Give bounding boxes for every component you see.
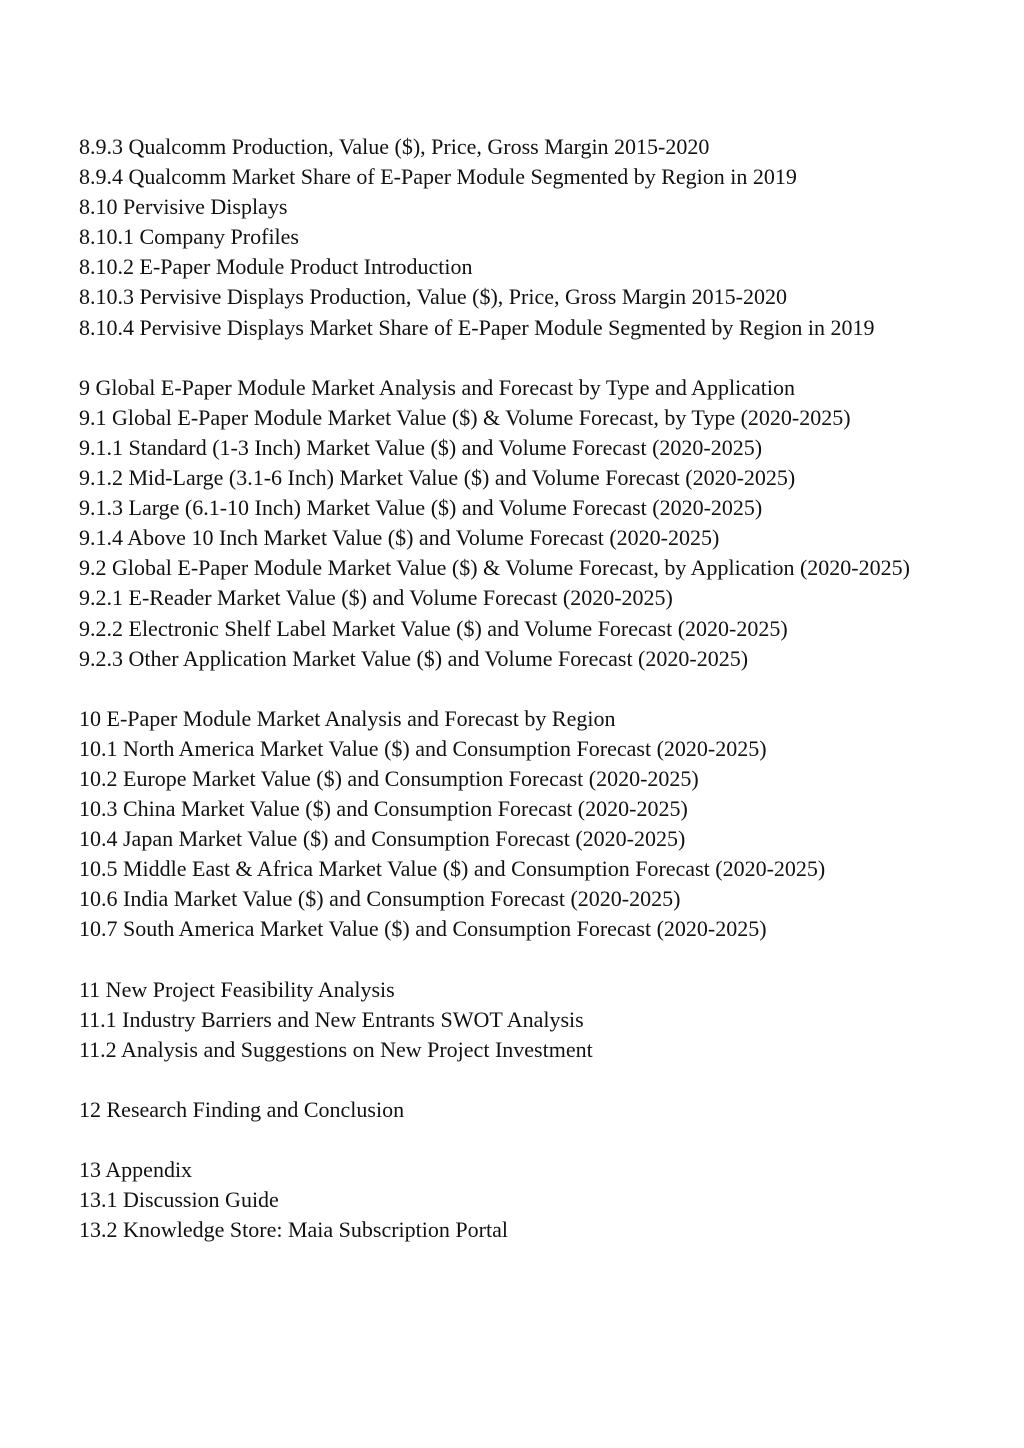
toc-entry: 8.9.3 Qualcomm Production, Value ($), Price, Gross Margin 2015-2020 [79, 134, 710, 159]
toc-entry: 10.2 Europe Market Value ($) and Consumption Forecast (2020-2025) [79, 765, 699, 791]
toc-entry: 9.1 Global E-Paper Module Market Value ($) & Volume Forecast, by Type (2020-2025) [79, 404, 851, 430]
toc-entry: 8.10.3 Pervisive Displays Production, Value ($), Price, Gross Margin 2015-2020 [79, 284, 788, 310]
toc-chapter-heading: 10 E-Paper Module Market Analysis and Forecast by Region [79, 705, 616, 731]
toc-entry: 8.10.1 Company Profiles [79, 224, 299, 250]
toc-entry: 10.3 China Market Value ($) and Consumption Forecast (2020-2025) [79, 796, 688, 822]
toc-entry: 9.2 Global E-Paper Module Market Value ($) & Volume Forecast, by Application (2020-2025) [79, 555, 910, 581]
toc-chapter-heading: 11 New Project Feasibility Analysis [79, 976, 395, 1002]
toc-entry: 10.6 India Market Value ($) and Consumption Forecast (2020-2025) [79, 886, 681, 912]
toc-section-9 [79, 373, 959, 674]
toc-entry: 10.5 Middle East & Africa Market Value ($) and Consumption Forecast (2020-2025) [79, 856, 826, 882]
toc-entry: 13.1 Discussion Guide [79, 1187, 279, 1213]
toc-entry: 10.7 South America Market Value ($) and Consumption Forecast (2020-2025) [79, 916, 767, 942]
toc-entry: 10.1 North America Market Value ($) and Consumption Forecast (2020-2025) [79, 735, 767, 761]
toc-section-12 [79, 1095, 959, 1125]
toc-section-8-continued [79, 132, 959, 343]
toc-section-10 [79, 704, 959, 945]
toc-entry: 8.10.2 E-Paper Module Product Introduction [79, 254, 473, 280]
toc-entry: 11.2 Analysis and Suggestions on New Project Investment [79, 1036, 593, 1062]
toc-entry: 8.9.4 Qualcomm Market Share of E-Paper Module Segmented by Region in 2019 [79, 164, 797, 190]
document-page [79, 132, 959, 1276]
toc-entry: 8.10 Pervisive Displays [79, 194, 288, 220]
toc-section-11 [79, 975, 959, 1065]
toc-entry: 9.1.4 Above 10 Inch Market Value ($) and Volume Forecast (2020-2025) [79, 525, 720, 551]
toc-chapter-heading: 9 Global E-Paper Module Market Analysis and Forecast by Type and Application [79, 374, 795, 400]
toc-chapter-heading: 13 Appendix [79, 1157, 193, 1183]
toc-entry: 10.4 Japan Market Value ($) and Consumption Forecast (2020-2025) [79, 826, 686, 852]
toc-entry: 9.2.2 Electronic Shelf Label Market Value ($) and Volume Forecast (2020-2025) [79, 615, 788, 641]
toc-chapter-heading: 12 Research Finding and Conclusion [79, 1097, 405, 1122]
toc-entry: 9.2.3 Other Application Market Value ($) and Volume Forecast (2020-2025) [79, 645, 749, 671]
toc-entry: 9.2.1 E-Reader Market Value ($) and Volume Forecast (2020-2025) [79, 585, 673, 611]
toc-section-13 [79, 1155, 959, 1245]
toc-entry: 9.1.1 Standard (1-3 Inch) Market Value ($) and Volume Forecast (2020-2025) [79, 434, 763, 460]
toc-entry: 9.1.2 Mid-Large (3.1-6 Inch) Market Value ($) and Volume Forecast (2020-2025) [79, 465, 796, 491]
toc-entry: 8.10.4 Pervisive Displays Market Share of E-Paper Module Segmented by Region in 2019 [79, 314, 875, 340]
toc-entry: 13.2 Knowledge Store: Maia Subscription Portal [79, 1217, 508, 1243]
toc-entry: 11.1 Industry Barriers and New Entrants SWOT Analysis [79, 1006, 584, 1032]
toc-entry: 9.1.3 Large (6.1-10 Inch) Market Value ($) and Volume Forecast (2020-2025) [79, 495, 763, 521]
